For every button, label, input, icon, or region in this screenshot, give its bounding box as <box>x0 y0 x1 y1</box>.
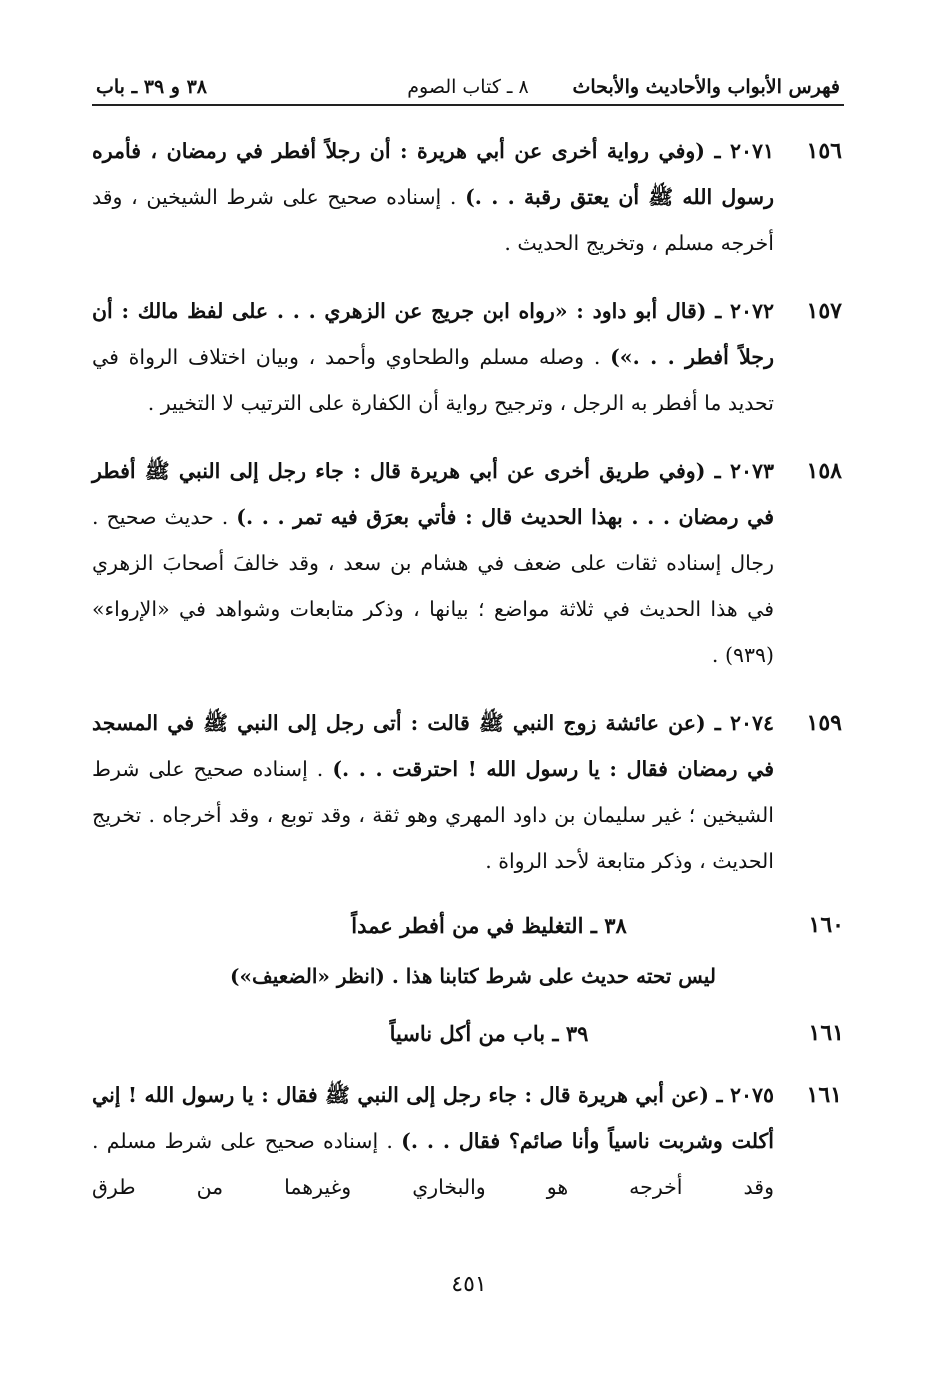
entry-hadith-text: ٢٠٧٥ ـ (عن أبي هريرة قال : جاء رجل إلى النبي ﷺ فقال : يا رسول الله ! إني أكلت وشربت ناسياً وأنا صائم؟ فقال . . .) <box>92 1083 774 1153</box>
running-header <box>92 58 844 106</box>
entry-commentary: . إسناده صحيح على شرط مسلم . وقد أخرجه هو والبخاري وغيرهما من طرق <box>92 1129 774 1199</box>
entry-page-number: ١٦١ <box>806 1082 842 1108</box>
entry-text <box>92 128 774 266</box>
entry-page-number: ١٥٨ <box>806 458 842 484</box>
page-content <box>92 58 844 1210</box>
header-book-index-title: فهرس الأبواب والأحاديث والأبحاث <box>572 76 840 98</box>
header-chapter-title: ٨ ـ كتاب الصوم <box>407 76 529 98</box>
page-number: ٤٥١ <box>451 1272 487 1297</box>
entry-commentary: . إسناده صحيح على شرط الشيخين ، وقد أخرجه مسلم ، وتخريج الحديث . <box>92 185 774 255</box>
entry-commentary: . إسناده صحيح على شرط الشيخين ؛ غير سليمان بن داود المهري وهو ثقة ، وقد توبع ، وقد أخرجاه . تخريج الحديث ، وذكر متابعة لأحد الرواة . <box>92 757 774 873</box>
entry-hadith-text: ٢٠٧٤ ـ (عن عائشة زوج النبي ﷺ قالت : أتى رجل إلى النبي ﷺ في المسجد في رمضان فقال : يا رسول الله ! احترقت . . .) <box>92 711 774 781</box>
index-entry <box>92 700 844 884</box>
entry-text <box>92 288 774 426</box>
section-page-number: ١٦١ <box>808 1020 844 1046</box>
section-heading-38 <box>92 900 844 950</box>
section-note: ليس تحته حديث على شرط كتابنا هذا . (انظر «الضعيف») <box>230 964 716 988</box>
entry-commentary: . وصله مسلم والطحاوي وأحمد ، وبيان اختلاف الرواة في تحديد ما أفطر به الرجل ، وترجيح رواية أن الكفارة على الترتيب لا التخيير . <box>92 345 774 415</box>
entry-commentary: . حديث صحيح . رجال إسناده ثقات على ضعف في هشام بن سعد ، وقد خالفَ أصحابَ الزهري في هذا الحديث في ثلاثة مواضع ؛ بيانها ، وذكر متابعات وشواهد في «الإرواء» (٩٣٩) . <box>92 505 774 667</box>
index-entry <box>92 448 844 678</box>
entry-hadith-text: ٢٠٧٣ ـ (وفي طريق أخرى عن أبي هريرة قال : جاء رجل إلى النبي ﷺ أفطر في رمضان . . . بهذا الحديث قال : فأتي بعرَق فيه تمر . . .) <box>92 459 774 529</box>
index-entry <box>92 128 844 266</box>
entry-page-number: ١٥٩ <box>806 710 842 736</box>
index-entry <box>92 288 844 426</box>
entry-hadith-text: ٢٠٧٢ ـ (قال أبو داود : «رواه ابن جريج عن الزهري . . . على لفظ مالك : أن رجلاً أفطر . . .») <box>92 299 774 369</box>
entry-text <box>92 1072 774 1210</box>
section-title: ٣٨ ـ التغليظ في من أفطر عمداً <box>351 912 627 938</box>
entry-text <box>92 700 774 884</box>
entry-page-number: ١٥٦ <box>806 138 842 164</box>
section-title: ٣٩ ـ باب من أكل ناسياً <box>389 1020 589 1046</box>
entry-hadith-text: ٢٠٧١ ـ (وفي رواية أخرى عن أبي هريرة : أن رجلاً أفطر في رمضان ، فأمره رسول الله ﷺ أن يعتق رقبة . . .) <box>92 139 774 209</box>
entry-text <box>92 448 774 678</box>
entry-page-number: ١٥٧ <box>806 298 842 324</box>
section-page-number: ١٦٠ <box>808 912 844 938</box>
section-heading-39 <box>92 1008 844 1058</box>
header-section-range: ٣٨ و ٣٩ ـ باب <box>96 76 208 98</box>
index-entry <box>92 1072 844 1210</box>
